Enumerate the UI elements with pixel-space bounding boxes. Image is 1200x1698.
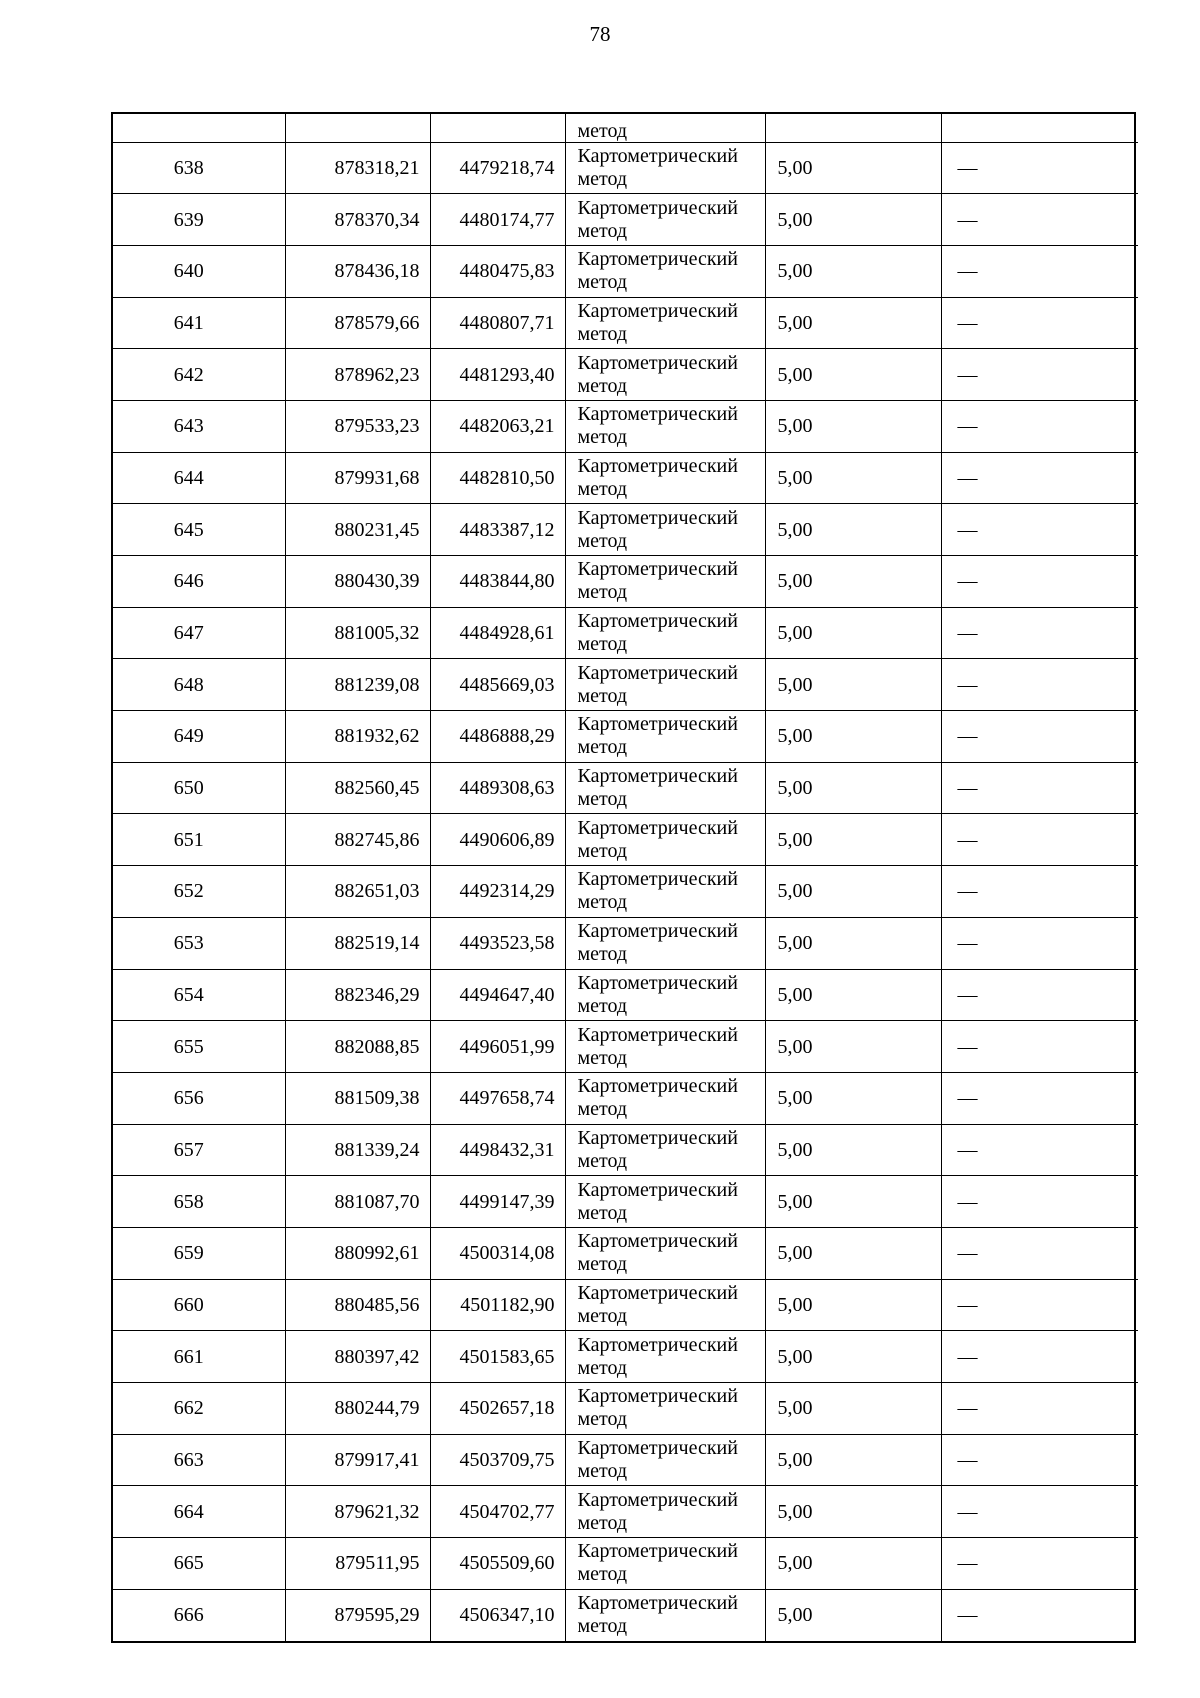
cell-point-number [113, 114, 285, 142]
cell-accuracy: 5,00 [765, 866, 941, 918]
method-line-1: Картометрический [577, 1178, 738, 1201]
table-row [113, 711, 1138, 763]
cell-point-number: 663 [113, 1434, 285, 1486]
cell-method: метод [565, 114, 765, 142]
cell-x: 878962,23 [285, 349, 430, 401]
cell-point-number: 654 [113, 969, 285, 1021]
cell-method [565, 1486, 765, 1538]
method-line-1: Картометрический [577, 1333, 738, 1356]
cell-point-number: 650 [113, 762, 285, 814]
table-row [113, 659, 1138, 711]
cell-accuracy: 5,00 [765, 1279, 941, 1331]
cell-x: 879621,32 [285, 1486, 430, 1538]
method-line-1: Картометрический [577, 454, 738, 477]
cell-accuracy: 5,00 [765, 1589, 941, 1641]
table-row [113, 504, 1138, 556]
cell-point-number: 656 [113, 1072, 285, 1124]
method-line-1: Картометрический [577, 196, 738, 219]
cell-y: 4489308,63 [430, 762, 565, 814]
method-line-2: метод [577, 1511, 628, 1534]
cell-y: 4492314,29 [430, 866, 565, 918]
cell-point-number: 639 [113, 194, 285, 246]
cell-method [565, 556, 765, 608]
table-body [113, 114, 1138, 1641]
cell-method [565, 1331, 765, 1383]
cell-point-number: 646 [113, 556, 285, 608]
table-row [113, 1176, 1138, 1228]
method-line-2: метод [577, 1253, 628, 1276]
method-line-2: метод [577, 994, 628, 1017]
cell-accuracy: 5,00 [765, 762, 941, 814]
cell-method [565, 866, 765, 918]
cell-method [565, 1021, 765, 1073]
method-line-2: метод [577, 1615, 628, 1638]
method-line-1: Картометрический [577, 403, 738, 426]
method-line-2: метод [577, 736, 628, 759]
method-line-2: метод [577, 1046, 628, 1069]
cell-y: 4493523,58 [430, 917, 565, 969]
table-row [113, 194, 1138, 246]
cell-y: 4479218,74 [430, 142, 565, 194]
cell-description: — [941, 917, 1138, 969]
coordinates-table [111, 112, 1136, 1643]
table-row [113, 1331, 1138, 1383]
cell-method [565, 452, 765, 504]
cell-method [565, 400, 765, 452]
cell-description: — [941, 607, 1138, 659]
cell-x: 881509,38 [285, 1072, 430, 1124]
cell-y: 4505509,60 [430, 1538, 565, 1590]
cell-accuracy [765, 114, 941, 142]
cell-accuracy: 5,00 [765, 1538, 941, 1590]
cell-description: — [941, 297, 1138, 349]
method-line-2: метод [577, 219, 628, 242]
cell-description: — [941, 1538, 1138, 1590]
cell-accuracy: 5,00 [765, 1227, 941, 1279]
cell-y: 4480475,83 [430, 245, 565, 297]
cell-accuracy: 5,00 [765, 245, 941, 297]
method-line-1: Картометрический [577, 1023, 738, 1046]
cell-y: 4485669,03 [430, 659, 565, 711]
cell-point-number: 643 [113, 400, 285, 452]
cell-accuracy: 5,00 [765, 556, 941, 608]
cell-point-number: 642 [113, 349, 285, 401]
cell-method [565, 814, 765, 866]
cell-y: 4490606,89 [430, 814, 565, 866]
cell-y: 4500314,08 [430, 1227, 565, 1279]
cell-point-number: 644 [113, 452, 285, 504]
cell-description: — [941, 504, 1138, 556]
cell-x: 881087,70 [285, 1176, 430, 1228]
cell-accuracy: 5,00 [765, 1124, 941, 1176]
cell-point-number: 649 [113, 711, 285, 763]
method-line-2: метод [577, 322, 628, 345]
method-line-2: метод [577, 1356, 628, 1379]
table-row [113, 142, 1138, 194]
cell-point-number: 665 [113, 1538, 285, 1590]
cell-point-number: 638 [113, 142, 285, 194]
cell-description: — [941, 452, 1138, 504]
cell-method [565, 245, 765, 297]
method-line-1: Картометрический [577, 1075, 738, 1098]
cell-x: 880231,45 [285, 504, 430, 556]
cell-x: 881339,24 [285, 1124, 430, 1176]
cell-method [565, 1124, 765, 1176]
method-line-1: Картометрический [577, 1592, 738, 1615]
method-line-1: Картометрический [577, 144, 738, 167]
method-line-1: Картометрический [577, 1540, 738, 1563]
cell-y [430, 114, 565, 142]
method-line-2: метод [577, 374, 628, 397]
method-line-2: метод [577, 1563, 628, 1586]
cell-y: 4499147,39 [430, 1176, 565, 1228]
cell-method [565, 194, 765, 246]
cell-point-number: 659 [113, 1227, 285, 1279]
table-row [113, 452, 1138, 504]
cell-point-number: 652 [113, 866, 285, 918]
cell-description: — [941, 1383, 1138, 1435]
table-row [113, 814, 1138, 866]
cell-y: 4482063,21 [430, 400, 565, 452]
cell-description: — [941, 659, 1138, 711]
cell-method [565, 607, 765, 659]
table-row [113, 400, 1138, 452]
cell-point-number: 651 [113, 814, 285, 866]
cell-accuracy: 5,00 [765, 400, 941, 452]
cell-x: 880485,56 [285, 1279, 430, 1331]
cell-description: — [941, 1021, 1138, 1073]
cell-description: — [941, 762, 1138, 814]
cell-method [565, 762, 765, 814]
cell-method [565, 297, 765, 349]
method-line-2: метод [577, 891, 628, 914]
cell-accuracy: 5,00 [765, 1383, 941, 1435]
cell-point-number: 647 [113, 607, 285, 659]
cell-point-number: 658 [113, 1176, 285, 1228]
table-row [113, 1538, 1138, 1590]
cell-x: 879931,68 [285, 452, 430, 504]
cell-description: — [941, 969, 1138, 1021]
method-line-2: метод [577, 426, 628, 449]
cell-y: 4484928,61 [430, 607, 565, 659]
cell-accuracy: 5,00 [765, 504, 941, 556]
cell-x: 878579,66 [285, 297, 430, 349]
method-line-2: метод [577, 271, 628, 294]
table-row [113, 1021, 1138, 1073]
cell-x: 879917,41 [285, 1434, 430, 1486]
cell-point-number: 641 [113, 297, 285, 349]
cell-method [565, 917, 765, 969]
cell-description: — [941, 142, 1138, 194]
cell-y: 4483844,80 [430, 556, 565, 608]
cell-x: 882519,14 [285, 917, 430, 969]
cell-method [565, 711, 765, 763]
cell-accuracy: 5,00 [765, 452, 941, 504]
cell-x: 882346,29 [285, 969, 430, 1021]
method-line-2: метод [577, 1304, 628, 1327]
continuation-row [113, 114, 1138, 142]
method-line-2: метод [577, 943, 628, 966]
cell-y: 4503709,75 [430, 1434, 565, 1486]
cell-description: — [941, 1227, 1138, 1279]
method-line-1: Картометрический [577, 765, 738, 788]
cell-y: 4480807,71 [430, 297, 565, 349]
cell-x: 880244,79 [285, 1383, 430, 1435]
cell-y: 4480174,77 [430, 194, 565, 246]
method-line-2: метод [577, 477, 628, 500]
table-row [113, 1589, 1138, 1641]
cell-description: — [941, 866, 1138, 918]
method-line-1: Картометрический [577, 1385, 738, 1408]
cell-accuracy: 5,00 [765, 969, 941, 1021]
cell-x: 881239,08 [285, 659, 430, 711]
cell-description: — [941, 1434, 1138, 1486]
method-line-2: метод [577, 1149, 628, 1172]
cell-accuracy: 5,00 [765, 142, 941, 194]
table-row [113, 1383, 1138, 1435]
table-row [113, 762, 1138, 814]
cell-method [565, 1227, 765, 1279]
cell-accuracy: 5,00 [765, 917, 941, 969]
method-line-2: метод [577, 167, 628, 190]
cell-y: 4482810,50 [430, 452, 565, 504]
method-line-1: Картометрический [577, 610, 738, 633]
table-row [113, 1279, 1138, 1331]
cell-method [565, 504, 765, 556]
method-line-1: Картометрический [577, 558, 738, 581]
method-line-1: Картометрический [577, 506, 738, 529]
cell-x: 878436,18 [285, 245, 430, 297]
cell-description: — [941, 400, 1138, 452]
cell-x: 882651,03 [285, 866, 430, 918]
table-row [113, 969, 1138, 1021]
cell-y: 4496051,99 [430, 1021, 565, 1073]
table-row [113, 349, 1138, 401]
cell-y: 4497658,74 [430, 1072, 565, 1124]
table-row [113, 1227, 1138, 1279]
method-line-1: Картометрический [577, 713, 738, 736]
cell-description: — [941, 1279, 1138, 1331]
method-line-2: метод [577, 1460, 628, 1483]
cell-accuracy: 5,00 [765, 607, 941, 659]
cell-method [565, 349, 765, 401]
cell-method [565, 142, 765, 194]
cell-y: 4506347,10 [430, 1589, 565, 1641]
cell-accuracy: 5,00 [765, 1486, 941, 1538]
cell-method [565, 1176, 765, 1228]
cell-x: 880397,42 [285, 1331, 430, 1383]
method-line-1: Картометрический [577, 1488, 738, 1511]
cell-description [941, 114, 1138, 142]
table-row [113, 1072, 1138, 1124]
cell-description: — [941, 1589, 1138, 1641]
method-line-2: метод [577, 1098, 628, 1121]
cell-point-number: 655 [113, 1021, 285, 1073]
cell-x: 882745,86 [285, 814, 430, 866]
cell-point-number: 645 [113, 504, 285, 556]
cell-accuracy: 5,00 [765, 349, 941, 401]
table-row [113, 607, 1138, 659]
method-line-2: метод [577, 633, 628, 656]
method-line-2: метод [577, 684, 628, 707]
table-row [113, 1124, 1138, 1176]
cell-accuracy: 5,00 [765, 1434, 941, 1486]
method-line-1: Картометрический [577, 1281, 738, 1304]
cell-description: — [941, 711, 1138, 763]
table-row [113, 1486, 1138, 1538]
cell-description: — [941, 556, 1138, 608]
cell-point-number: 662 [113, 1383, 285, 1435]
coordinates-table-grid [113, 114, 1138, 1641]
method-line-2: метод [577, 1201, 628, 1224]
cell-x: 882560,45 [285, 762, 430, 814]
cell-y: 4498432,31 [430, 1124, 565, 1176]
cell-point-number: 661 [113, 1331, 285, 1383]
cell-accuracy: 5,00 [765, 814, 941, 866]
cell-accuracy: 5,00 [765, 659, 941, 711]
cell-x: 878318,21 [285, 142, 430, 194]
cell-x: 879533,23 [285, 400, 430, 452]
cell-y: 4481293,40 [430, 349, 565, 401]
cell-y: 4486888,29 [430, 711, 565, 763]
cell-y: 4483387,12 [430, 504, 565, 556]
table-row [113, 556, 1138, 608]
cell-description: — [941, 1486, 1138, 1538]
cell-x: 878370,34 [285, 194, 430, 246]
cell-point-number: 666 [113, 1589, 285, 1641]
cell-point-number: 660 [113, 1279, 285, 1331]
cell-x: 879511,95 [285, 1538, 430, 1590]
cell-x [285, 114, 430, 142]
cell-method [565, 1383, 765, 1435]
cell-description: — [941, 1331, 1138, 1383]
cell-method [565, 659, 765, 711]
table-row [113, 917, 1138, 969]
cell-point-number: 640 [113, 245, 285, 297]
cell-accuracy: 5,00 [765, 297, 941, 349]
cell-point-number: 648 [113, 659, 285, 711]
cell-method [565, 969, 765, 1021]
method-line-1: Картометрический [577, 299, 738, 322]
cell-method [565, 1538, 765, 1590]
cell-point-number: 653 [113, 917, 285, 969]
method-line-1: Картометрический [577, 1230, 738, 1253]
cell-y: 4494647,40 [430, 969, 565, 1021]
cell-method [565, 1434, 765, 1486]
cell-y: 4501182,90 [430, 1279, 565, 1331]
cell-description: — [941, 349, 1138, 401]
cell-x: 881932,62 [285, 711, 430, 763]
cell-accuracy: 5,00 [765, 711, 941, 763]
cell-method [565, 1589, 765, 1641]
method-line-1: Картометрический [577, 816, 738, 839]
cell-y: 4502657,18 [430, 1383, 565, 1435]
cell-description: — [941, 814, 1138, 866]
cell-accuracy: 5,00 [765, 194, 941, 246]
cell-description: — [941, 194, 1138, 246]
method-line-2: метод [577, 788, 628, 811]
method-line-1: Картометрический [577, 920, 738, 943]
cell-y: 4501583,65 [430, 1331, 565, 1383]
cell-description: — [941, 245, 1138, 297]
table-row [113, 1434, 1138, 1486]
cell-accuracy: 5,00 [765, 1072, 941, 1124]
cell-x: 880430,39 [285, 556, 430, 608]
cell-accuracy: 5,00 [765, 1021, 941, 1073]
method-line-1: Картометрический [577, 248, 738, 271]
method-line-2: метод [577, 839, 628, 862]
cell-x: 882088,85 [285, 1021, 430, 1073]
cell-accuracy: 5,00 [765, 1331, 941, 1383]
method-line-2: метод [577, 581, 628, 604]
cell-point-number: 664 [113, 1486, 285, 1538]
method-line-1: Картометрический [577, 1126, 738, 1149]
table-row [113, 297, 1138, 349]
cell-description: — [941, 1072, 1138, 1124]
cell-method [565, 1279, 765, 1331]
cell-accuracy: 5,00 [765, 1176, 941, 1228]
method-line-1: Картометрический [577, 661, 738, 684]
cell-x: 879595,29 [285, 1589, 430, 1641]
cell-x: 881005,32 [285, 607, 430, 659]
table-row [113, 866, 1138, 918]
cell-description: — [941, 1124, 1138, 1176]
method-line-1: Картометрический [577, 1437, 738, 1460]
cell-method [565, 1072, 765, 1124]
page-number: 78 [589, 22, 611, 46]
method-line-1: Картометрический [577, 868, 738, 891]
method-line-1: Картометрический [577, 971, 738, 994]
method-line-2: метод [577, 529, 628, 552]
cell-point-number: 657 [113, 1124, 285, 1176]
table-row [113, 245, 1138, 297]
cell-x: 880992,61 [285, 1227, 430, 1279]
method-line-2: метод [577, 1408, 628, 1431]
method-line-1: Картометрический [577, 351, 738, 374]
cell-description: — [941, 1176, 1138, 1228]
cell-y: 4504702,77 [430, 1486, 565, 1538]
